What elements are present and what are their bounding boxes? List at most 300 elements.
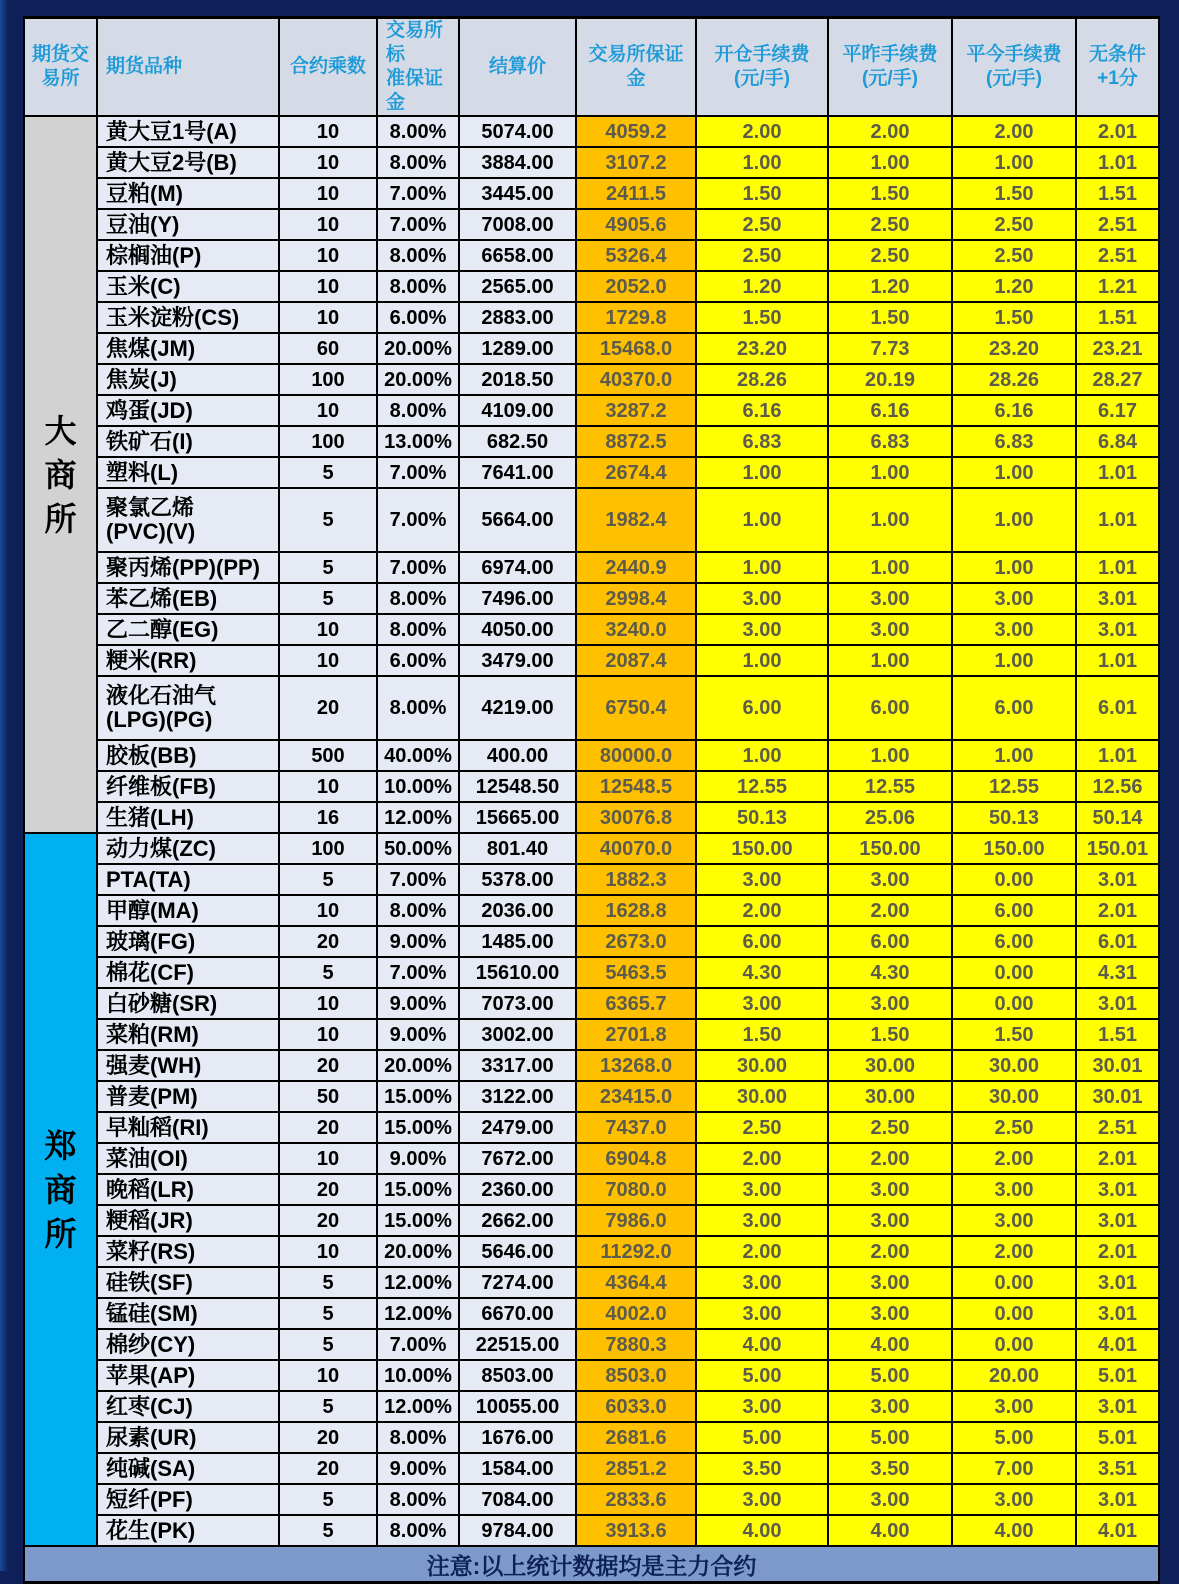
- cell-open-fee: 1.00: [696, 457, 828, 488]
- cell-open-fee: 2.00: [696, 895, 828, 926]
- cell-exchange-margin: 3287.2: [576, 395, 696, 426]
- cell-close-today-fee: 0.00: [952, 988, 1076, 1019]
- cell-close-yesterday-fee: 3.00: [828, 614, 952, 645]
- table-row: [24, 1391, 1159, 1422]
- table-row: [24, 1174, 1159, 1205]
- table-row: [24, 1081, 1159, 1112]
- table-row: [24, 364, 1159, 395]
- cell-plus-one-cent: 3.01: [1076, 614, 1159, 645]
- cell-close-today-fee: 2.00: [952, 1143, 1076, 1174]
- cell-open-fee: 6.00: [696, 676, 828, 740]
- table-row: [24, 302, 1159, 333]
- cell-product: 普麦(PM): [97, 1081, 279, 1112]
- cell-plus-one-cent: 5.01: [1076, 1422, 1159, 1453]
- cell-exchange-margin: 3240.0: [576, 614, 696, 645]
- table-row: [24, 1205, 1159, 1236]
- cell-product: 早籼稻(RI): [97, 1112, 279, 1143]
- cell-close-today-fee: 1.50: [952, 302, 1076, 333]
- cell-close-today-fee: 1.00: [952, 645, 1076, 676]
- cell-std-margin: 8.00%: [377, 116, 459, 147]
- cell-plus-one-cent: 3.01: [1076, 1298, 1159, 1329]
- cell-std-margin: 7.00%: [377, 1329, 459, 1360]
- cell-product: 动力煤(ZC): [97, 833, 279, 864]
- cell-multiplier: 20: [279, 1174, 377, 1205]
- cell-plus-one-cent: 2.51: [1076, 209, 1159, 240]
- table-row: [24, 988, 1159, 1019]
- cell-multiplier: 5: [279, 1515, 377, 1546]
- cell-open-fee: 3.00: [696, 1298, 828, 1329]
- cell-multiplier: 10: [279, 147, 377, 178]
- cell-plus-one-cent: 1.01: [1076, 740, 1159, 771]
- cell-close-today-fee: 20.00: [952, 1360, 1076, 1391]
- cell-plus-one-cent: 23.21: [1076, 333, 1159, 364]
- cell-exchange-margin: 2052.0: [576, 271, 696, 302]
- cell-settle-price: 7274.00: [459, 1267, 576, 1298]
- header-product: 期货品种: [97, 18, 279, 117]
- cell-close-yesterday-fee: 2.50: [828, 209, 952, 240]
- cell-settle-price: 15665.00: [459, 802, 576, 833]
- cell-plus-one-cent: 1.51: [1076, 302, 1159, 333]
- table-row: [24, 457, 1159, 488]
- cell-open-fee: 1.00: [696, 552, 828, 583]
- cell-exchange-margin: 7986.0: [576, 1205, 696, 1236]
- cell-plus-one-cent: 2.01: [1076, 895, 1159, 926]
- cell-settle-price: 15610.00: [459, 957, 576, 988]
- cell-close-today-fee: 6.16: [952, 395, 1076, 426]
- cell-exchange-margin: 2440.9: [576, 552, 696, 583]
- cell-product: 黄大豆2号(B): [97, 147, 279, 178]
- cell-settle-price: 400.00: [459, 740, 576, 771]
- cell-close-today-fee: 3.00: [952, 614, 1076, 645]
- cell-plus-one-cent: 6.84: [1076, 426, 1159, 457]
- cell-multiplier: 10: [279, 645, 377, 676]
- cell-close-today-fee: 50.13: [952, 802, 1076, 833]
- cell-exchange-margin: 1628.8: [576, 895, 696, 926]
- cell-plus-one-cent: 3.01: [1076, 988, 1159, 1019]
- cell-product: 纤维板(FB): [97, 771, 279, 802]
- table-row: [24, 1112, 1159, 1143]
- table-row: [24, 240, 1159, 271]
- cell-exchange-margin: 2674.4: [576, 457, 696, 488]
- cell-exchange-margin: 5463.5: [576, 957, 696, 988]
- table-row: [24, 614, 1159, 645]
- cell-close-today-fee: 1.00: [952, 740, 1076, 771]
- cell-settle-price: 5074.00: [459, 116, 576, 147]
- cell-close-today-fee: 5.00: [952, 1422, 1076, 1453]
- cell-product: 胶板(BB): [97, 740, 279, 771]
- exchange-group-label: 郑 商 所: [24, 833, 97, 1546]
- cell-settle-price: 8503.00: [459, 1360, 576, 1391]
- cell-close-today-fee: 1.50: [952, 178, 1076, 209]
- cell-settle-price: 22515.00: [459, 1329, 576, 1360]
- cell-std-margin: 8.00%: [377, 1422, 459, 1453]
- table-row: [24, 1329, 1159, 1360]
- cell-product: 粳稻(JR): [97, 1205, 279, 1236]
- cell-multiplier: 20: [279, 1422, 377, 1453]
- cell-std-margin: 7.00%: [377, 178, 459, 209]
- cell-open-fee: 1.50: [696, 302, 828, 333]
- table-row: [24, 333, 1159, 364]
- cell-settle-price: 3479.00: [459, 645, 576, 676]
- table-row: [24, 147, 1159, 178]
- cell-close-yesterday-fee: 1.00: [828, 488, 952, 552]
- cell-multiplier: 16: [279, 802, 377, 833]
- cell-std-margin: 10.00%: [377, 771, 459, 802]
- cell-settle-price: 801.40: [459, 833, 576, 864]
- cell-close-yesterday-fee: 150.00: [828, 833, 952, 864]
- cell-open-fee: 3.00: [696, 583, 828, 614]
- cell-close-today-fee: 23.20: [952, 333, 1076, 364]
- cell-product: 黄大豆1号(A): [97, 116, 279, 147]
- cell-exchange-margin: 80000.0: [576, 740, 696, 771]
- cell-close-today-fee: 6.00: [952, 926, 1076, 957]
- cell-open-fee: 1.50: [696, 1019, 828, 1050]
- cell-open-fee: 23.20: [696, 333, 828, 364]
- cell-open-fee: 30.00: [696, 1081, 828, 1112]
- cell-exchange-margin: 40370.0: [576, 364, 696, 395]
- cell-close-yesterday-fee: 1.00: [828, 147, 952, 178]
- cell-product: PTA(TA): [97, 864, 279, 895]
- cell-settle-price: 1584.00: [459, 1453, 576, 1484]
- cell-multiplier: 20: [279, 1453, 377, 1484]
- cell-std-margin: 12.00%: [377, 1298, 459, 1329]
- cell-close-yesterday-fee: 20.19: [828, 364, 952, 395]
- cell-close-today-fee: 6.00: [952, 895, 1076, 926]
- cell-close-yesterday-fee: 30.00: [828, 1050, 952, 1081]
- cell-close-today-fee: 2.50: [952, 1112, 1076, 1143]
- cell-close-today-fee: 4.00: [952, 1515, 1076, 1546]
- cell-plus-one-cent: 1.51: [1076, 178, 1159, 209]
- cell-exchange-margin: 2701.8: [576, 1019, 696, 1050]
- cell-close-yesterday-fee: 2.50: [828, 1112, 952, 1143]
- cell-settle-price: 10055.00: [459, 1391, 576, 1422]
- cell-std-margin: 12.00%: [377, 1267, 459, 1298]
- cell-settle-price: 2036.00: [459, 895, 576, 926]
- table-row: [24, 1360, 1159, 1391]
- table-row: [24, 116, 1159, 147]
- cell-product: 玉米(C): [97, 271, 279, 302]
- cell-open-fee: 4.30: [696, 957, 828, 988]
- cell-product: 生猪(LH): [97, 802, 279, 833]
- cell-multiplier: 5: [279, 957, 377, 988]
- cell-exchange-margin: 4364.4: [576, 1267, 696, 1298]
- cell-settle-price: 7008.00: [459, 209, 576, 240]
- cell-close-yesterday-fee: 30.00: [828, 1081, 952, 1112]
- cell-settle-price: 9784.00: [459, 1515, 576, 1546]
- cell-multiplier: 20: [279, 1112, 377, 1143]
- cell-close-today-fee: 1.00: [952, 147, 1076, 178]
- cell-std-margin: 20.00%: [377, 333, 459, 364]
- cell-product: 苯乙烯(EB): [97, 583, 279, 614]
- footer-note-row: [24, 1546, 1159, 1583]
- cell-multiplier: 500: [279, 740, 377, 771]
- cell-multiplier: 5: [279, 1329, 377, 1360]
- cell-product: 豆油(Y): [97, 209, 279, 240]
- cell-settle-price: 682.50: [459, 426, 576, 457]
- cell-exchange-margin: 1982.4: [576, 488, 696, 552]
- cell-product: 短纤(PF): [97, 1484, 279, 1515]
- cell-multiplier: 20: [279, 676, 377, 740]
- cell-multiplier: 5: [279, 488, 377, 552]
- cell-settle-price: 7084.00: [459, 1484, 576, 1515]
- cell-std-margin: 7.00%: [377, 488, 459, 552]
- cell-product: 白砂糖(SR): [97, 988, 279, 1019]
- cell-close-today-fee: 6.83: [952, 426, 1076, 457]
- cell-open-fee: 2.00: [696, 1236, 828, 1267]
- cell-multiplier: 10: [279, 178, 377, 209]
- cell-std-margin: 9.00%: [377, 1019, 459, 1050]
- cell-settle-price: 4219.00: [459, 676, 576, 740]
- cell-settle-price: 2360.00: [459, 1174, 576, 1205]
- cell-product: 红枣(CJ): [97, 1391, 279, 1422]
- cell-exchange-margin: 7437.0: [576, 1112, 696, 1143]
- cell-product: 铁矿石(I): [97, 426, 279, 457]
- cell-std-margin: 9.00%: [377, 988, 459, 1019]
- cell-open-fee: 3.50: [696, 1453, 828, 1484]
- cell-settle-price: 5664.00: [459, 488, 576, 552]
- cell-close-yesterday-fee: 1.50: [828, 178, 952, 209]
- cell-exchange-margin: 12548.5: [576, 771, 696, 802]
- cell-open-fee: 3.00: [696, 864, 828, 895]
- cell-close-today-fee: 7.00: [952, 1453, 1076, 1484]
- table-row: [24, 895, 1159, 926]
- cell-multiplier: 10: [279, 209, 377, 240]
- table-row: [24, 1453, 1159, 1484]
- cell-product: 液化石油气 (LPG)(PG): [97, 676, 279, 740]
- cell-exchange-margin: 4059.2: [576, 116, 696, 147]
- cell-product: 花生(PK): [97, 1515, 279, 1546]
- cell-product: 粳米(RR): [97, 645, 279, 676]
- cell-close-today-fee: 28.26: [952, 364, 1076, 395]
- cell-open-fee: 28.26: [696, 364, 828, 395]
- cell-product: 聚氯乙烯 (PVC)(V): [97, 488, 279, 552]
- cell-exchange-margin: 8872.5: [576, 426, 696, 457]
- cell-close-today-fee: 3.00: [952, 1391, 1076, 1422]
- cell-settle-price: 6658.00: [459, 240, 576, 271]
- cell-exchange-margin: 6750.4: [576, 676, 696, 740]
- cell-multiplier: 100: [279, 426, 377, 457]
- cell-multiplier: 5: [279, 552, 377, 583]
- cell-close-today-fee: 1.20: [952, 271, 1076, 302]
- cell-std-margin: 8.00%: [377, 895, 459, 926]
- header-row: [24, 18, 1159, 117]
- cell-std-margin: 9.00%: [377, 1453, 459, 1484]
- table-row: [24, 1050, 1159, 1081]
- cell-multiplier: 10: [279, 1236, 377, 1267]
- table-row: [24, 771, 1159, 802]
- cell-plus-one-cent: 1.01: [1076, 645, 1159, 676]
- cell-close-yesterday-fee: 3.00: [828, 1484, 952, 1515]
- header-std-margin: 交易所标 准保证金: [377, 18, 459, 117]
- fees-table: [23, 16, 1160, 1584]
- cell-std-margin: 15.00%: [377, 1174, 459, 1205]
- cell-multiplier: 10: [279, 116, 377, 147]
- cell-plus-one-cent: 3.01: [1076, 864, 1159, 895]
- cell-close-yesterday-fee: 6.00: [828, 926, 952, 957]
- cell-multiplier: 20: [279, 1205, 377, 1236]
- cell-close-yesterday-fee: 1.50: [828, 1019, 952, 1050]
- table-row: [24, 1422, 1159, 1453]
- cell-close-yesterday-fee: 2.00: [828, 1236, 952, 1267]
- cell-open-fee: 2.00: [696, 1143, 828, 1174]
- cell-exchange-margin: 7880.3: [576, 1329, 696, 1360]
- cell-close-yesterday-fee: 3.00: [828, 864, 952, 895]
- table-row: [24, 395, 1159, 426]
- cell-plus-one-cent: 150.01: [1076, 833, 1159, 864]
- cell-close-yesterday-fee: 4.30: [828, 957, 952, 988]
- cell-product: 塑料(L): [97, 457, 279, 488]
- cell-settle-price: 2018.50: [459, 364, 576, 395]
- cell-std-margin: 50.00%: [377, 833, 459, 864]
- cell-std-margin: 8.00%: [377, 240, 459, 271]
- header-exchange-margin: 交易所保证 金: [576, 18, 696, 117]
- table-header: [24, 18, 1159, 117]
- cell-std-margin: 8.00%: [377, 271, 459, 302]
- cell-plus-one-cent: 2.51: [1076, 240, 1159, 271]
- cell-product: 乙二醇(EG): [97, 614, 279, 645]
- cell-close-today-fee: 6.00: [952, 676, 1076, 740]
- cell-settle-price: 1676.00: [459, 1422, 576, 1453]
- cell-product: 焦煤(JM): [97, 333, 279, 364]
- cell-product: 甲醇(MA): [97, 895, 279, 926]
- cell-std-margin: 7.00%: [377, 552, 459, 583]
- cell-multiplier: 5: [279, 1391, 377, 1422]
- table-row: [24, 271, 1159, 302]
- cell-std-margin: 10.00%: [377, 1360, 459, 1391]
- cell-exchange-margin: 30076.8: [576, 802, 696, 833]
- cell-std-margin: 12.00%: [377, 802, 459, 833]
- cell-exchange-margin: 4905.6: [576, 209, 696, 240]
- cell-std-margin: 7.00%: [377, 864, 459, 895]
- cell-close-today-fee: 1.00: [952, 488, 1076, 552]
- header-exchange: 期货交 易所: [24, 18, 97, 117]
- cell-close-today-fee: 3.00: [952, 1484, 1076, 1515]
- header-close-yesterday-fee: 平昨手续费 (元/手): [828, 18, 952, 117]
- cell-close-today-fee: 2.00: [952, 116, 1076, 147]
- cell-close-yesterday-fee: 7.73: [828, 333, 952, 364]
- cell-std-margin: 15.00%: [377, 1205, 459, 1236]
- cell-std-margin: 6.00%: [377, 645, 459, 676]
- table-row: [24, 864, 1159, 895]
- cell-multiplier: 5: [279, 864, 377, 895]
- cell-std-margin: 8.00%: [377, 1484, 459, 1515]
- cell-plus-one-cent: 2.01: [1076, 1236, 1159, 1267]
- cell-product: 棉纱(CY): [97, 1329, 279, 1360]
- table-row: [24, 1236, 1159, 1267]
- table-row: [24, 833, 1159, 864]
- exchange-group-label: 大 商 所: [24, 116, 97, 833]
- cell-multiplier: 10: [279, 1143, 377, 1174]
- cell-close-today-fee: 2.50: [952, 209, 1076, 240]
- cell-std-margin: 8.00%: [377, 147, 459, 178]
- cell-close-yesterday-fee: 3.00: [828, 988, 952, 1019]
- cell-product: 纯碱(SA): [97, 1453, 279, 1484]
- cell-plus-one-cent: 4.01: [1076, 1515, 1159, 1546]
- cell-settle-price: 2883.00: [459, 302, 576, 333]
- cell-exchange-margin: 2411.5: [576, 178, 696, 209]
- cell-settle-price: 3884.00: [459, 147, 576, 178]
- cell-std-margin: 20.00%: [377, 1050, 459, 1081]
- cell-close-today-fee: 3.00: [952, 1174, 1076, 1205]
- table-row: [24, 802, 1159, 833]
- cell-plus-one-cent: 1.21: [1076, 271, 1159, 302]
- header-open-fee: 开仓手续费 (元/手): [696, 18, 828, 117]
- cell-exchange-margin: 1882.3: [576, 864, 696, 895]
- cell-multiplier: 5: [279, 1484, 377, 1515]
- cell-open-fee: 1.20: [696, 271, 828, 302]
- cell-plus-one-cent: 3.01: [1076, 583, 1159, 614]
- cell-settle-price: 7496.00: [459, 583, 576, 614]
- cell-open-fee: 1.00: [696, 645, 828, 676]
- cell-multiplier: 5: [279, 1267, 377, 1298]
- cell-product: 硅铁(SF): [97, 1267, 279, 1298]
- cell-settle-price: 6670.00: [459, 1298, 576, 1329]
- table-row: [24, 1019, 1159, 1050]
- cell-settle-price: 4109.00: [459, 395, 576, 426]
- cell-plus-one-cent: 3.01: [1076, 1391, 1159, 1422]
- cell-close-yesterday-fee: 6.16: [828, 395, 952, 426]
- cell-product: 鸡蛋(JD): [97, 395, 279, 426]
- cell-open-fee: 2.50: [696, 1112, 828, 1143]
- cell-plus-one-cent: 3.51: [1076, 1453, 1159, 1484]
- cell-close-yesterday-fee: 3.00: [828, 583, 952, 614]
- cell-product: 玻璃(FG): [97, 926, 279, 957]
- cell-close-yesterday-fee: 4.00: [828, 1329, 952, 1360]
- cell-std-margin: 7.00%: [377, 209, 459, 240]
- table-row: [24, 1515, 1159, 1546]
- cell-multiplier: 10: [279, 395, 377, 426]
- cell-close-today-fee: 30.00: [952, 1081, 1076, 1112]
- cell-product: 焦炭(J): [97, 364, 279, 395]
- cell-settle-price: 7641.00: [459, 457, 576, 488]
- cell-open-fee: 3.00: [696, 1174, 828, 1205]
- cell-exchange-margin: 1729.8: [576, 302, 696, 333]
- cell-product: 豆粕(M): [97, 178, 279, 209]
- cell-plus-one-cent: 50.14: [1076, 802, 1159, 833]
- cell-close-yesterday-fee: 3.00: [828, 1298, 952, 1329]
- cell-close-today-fee: 0.00: [952, 1298, 1076, 1329]
- cell-exchange-margin: 4002.0: [576, 1298, 696, 1329]
- cell-close-today-fee: 3.00: [952, 583, 1076, 614]
- cell-plus-one-cent: 3.01: [1076, 1205, 1159, 1236]
- table-row: [24, 740, 1159, 771]
- cell-plus-one-cent: 1.01: [1076, 488, 1159, 552]
- cell-multiplier: 100: [279, 364, 377, 395]
- cell-multiplier: 5: [279, 583, 377, 614]
- cell-settle-price: 3002.00: [459, 1019, 576, 1050]
- table-row: [24, 676, 1159, 740]
- cell-open-fee: 12.55: [696, 771, 828, 802]
- cell-close-yesterday-fee: 3.00: [828, 1205, 952, 1236]
- cell-plus-one-cent: 1.01: [1076, 552, 1159, 583]
- cell-open-fee: 3.00: [696, 1484, 828, 1515]
- table-row: [24, 488, 1159, 552]
- cell-open-fee: 2.50: [696, 209, 828, 240]
- cell-exchange-margin: 7080.0: [576, 1174, 696, 1205]
- cell-close-yesterday-fee: 6.00: [828, 676, 952, 740]
- cell-exchange-margin: 6365.7: [576, 988, 696, 1019]
- cell-std-margin: 8.00%: [377, 614, 459, 645]
- cell-plus-one-cent: 30.01: [1076, 1081, 1159, 1112]
- table-row: [24, 1484, 1159, 1515]
- cell-exchange-margin: 11292.0: [576, 1236, 696, 1267]
- cell-open-fee: 6.16: [696, 395, 828, 426]
- cell-multiplier: 50: [279, 1081, 377, 1112]
- cell-exchange-margin: 13268.0: [576, 1050, 696, 1081]
- cell-close-today-fee: 1.00: [952, 552, 1076, 583]
- cell-close-yesterday-fee: 1.00: [828, 645, 952, 676]
- cell-open-fee: 5.00: [696, 1422, 828, 1453]
